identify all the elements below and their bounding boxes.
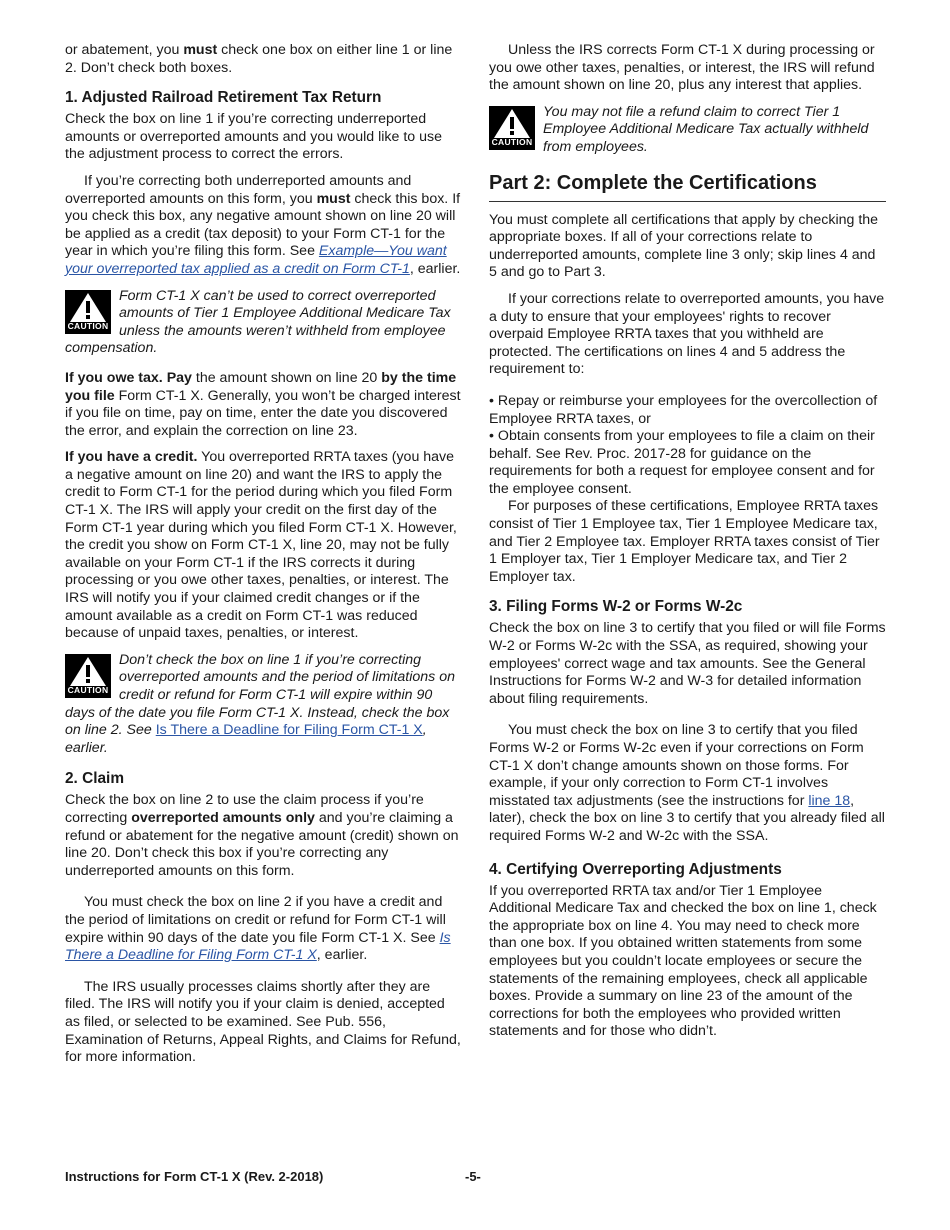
caution-label: CAUTION	[67, 684, 109, 695]
caution-label: CAUTION	[67, 320, 109, 331]
paragraph: or abatement, you must check one box on either line 1 or line 2. Don’t check both boxes.	[65, 42, 453, 76]
paragraph: If you’re correcting both underreported amounts and overreported amounts on this form, you must check this box. If you check this box, any negative amount shown on line 20 will be applied as a credit (tax deposit) to your Form CT-1 for the year in which you’re filing this form. See Example—You want your overreported tax applied as a credit on Form CT-1, earlier.	[65, 172, 461, 277]
paragraph: If you owe tax. Pay the amount shown on line 20 by the time you file Form CT-1 X. Generally, you won’t be charged interest if you file on time, pay on time, enter the date you discovered the error, and explain the correction on line 23.	[65, 369, 461, 439]
caution-note	[65, 288, 461, 358]
caution-note	[489, 104, 886, 157]
part-2-title: Part 2: Complete the Certifications	[489, 171, 886, 202]
footer-form-title: Instructions for Form CT-1 X (Rev. 2-2018)	[65, 1169, 324, 1184]
paragraph: If you overreported RRTA tax and/or Tier 1 Employee Additional Medicare Tax and checked the box on line 1, check the appropriate box on line 4. You may need to check more than one box. If you obtained written statements from some employees but you couldn’t locate employees or secure the statements of the remaining employees, check all applicable boxes. Provide a summary on line 23 of the amount of the corrections for both the employees who provided written statements and for those who didn’t.	[489, 882, 877, 1040]
paragraph: Check the box on line 1 if you’re correcting underreported amounts or overreported amounts and you would like to use the adjustment process to correct the errors.	[65, 111, 442, 163]
caution-text: Form CT-1 X can’t be used to correct overreported amounts of Tier 1 Employee Additional Medicare Tax unless the amounts weren’t withheld from employee compensation.	[65, 287, 451, 357]
bullet-item: • Obtain consents from your employees to file a claim on their behalf. See Rev. Proc. 2017-28 for guidance on the requirements for both a request for employee consent and for the employee consent.	[489, 428, 875, 497]
bullet-item: • Repay or reimburse your employees for the overcollection of Employee RRTA taxes, or	[489, 392, 878, 427]
example-link[interactable]: Example—You want your overreported tax applied as a credit on Form CT-1	[65, 243, 447, 277]
line-18-link[interactable]: line 18	[808, 792, 851, 809]
deadline-link[interactable]: Is There a Deadline for Filing Form CT-1 X	[65, 929, 451, 964]
paragraph: Check the box on line 3 to certify that you filed or will file Forms W-2 or Forms W-2c with the SSA, as required, showing your employees' correct wage and tax amounts. See the General Instructions for Forms W-2 and W-3 for detailed information about filing requirements.	[489, 620, 886, 707]
paragraph: If your corrections relate to overreported amounts, you have a duty to ensure that your employees' rights to recover overpaid Employee RRTA taxes that you withheld are protected. The certifications on lines 4 and 5 address the requirement to:	[489, 290, 885, 378]
deadline-link[interactable]: Is There a Deadline for Filing Form CT-1 X	[155, 722, 423, 739]
paragraph: You must check the box on line 3 to certify that you filed Forms W-2 or Forms W-2c even if your corrections on Form CT-1 X don’t change amounts shown on those forms. For example, if your only correction to Form CT-1 involves misstated tax adjustments (see the instructions for line 18, later), check the box on line 3 to certify that you already filed all required Forms W-2 and W-2c with the SSA.	[489, 722, 885, 844]
section-heading-claim: 2. Claim	[65, 770, 125, 788]
caution-note: CAUTION Don’t check the box on line 1 if you’re correcting overreported amounts and the period of limitations on credit or refund for Form CT-1 will expire within 90 days of the date you file Form CT-1 X. Instead, check the box on line 2. See Is There a Deadline for Filing Form CT-1 X, earlier.	[65, 651, 455, 756]
caution-icon	[65, 290, 111, 334]
paragraph: If you have a credit. You overreported RRTA taxes (you have a negative amount on line 20) and want the IRS to apply the credit to Form CT-1 for the period during which you filed Form CT-1 X. The IRS will apply your credit on the first day of the Form CT-1 year during which you filed Form CT-1 X. However, the credit you show on Form CT-1 X, line 20, may not be fully available on your Form CT-1 if the IRS corrects it during processing or you owe other taxes, penalties, or interest. The IRS will notify you if your claimed credit changes or if the amount available as a credit on Form CT-1 was reduced because of unpaid taxes, penalties, or interest.	[65, 449, 457, 642]
paragraph: For purposes of these certifications, Employee RRTA taxes consist of Tier 1 Employee tax, Tier 1 Employee Medicare tax, and Tier 2 Employee tax. Employer RRTA taxes consist of Tier 1 Employer tax, Tier 1 Employer Medicare tax, and Tier 2 Employer tax.	[489, 498, 880, 585]
paragraph: You must check the box on line 2 if you have a credit and the period of limitations on credit or refund for Form CT-1 will expire within 90 days of the date you file Form CT-1 X. See Is There a Deadline for Filing Form CT-1 X, earlier.	[65, 894, 451, 964]
caution-icon	[65, 654, 111, 698]
caution-icon	[489, 106, 535, 150]
left-column	[65, 42, 461, 1076]
caution-text: You may not file a refund claim to correct Tier 1 Employee Additional Medicare Tax actually withheld from employees.	[543, 103, 869, 155]
paragraph: The IRS usually processes claims shortly after they are filed. The IRS will notify you if your claim is denied, accepted as filed, or selected to be examined. See Pub. 556, Examination of Returns, Appeal Rights, and Claims for Refund, for more information.	[65, 978, 461, 1066]
section-heading-adjusted-return: 1. Adjusted Railroad Retirement Tax Return	[65, 89, 382, 107]
right-column	[489, 42, 886, 1050]
caution-label: CAUTION	[491, 136, 533, 147]
paragraph: You must complete all certifications that apply by checking the appropriate boxes. If all of your corrections relate to underreported amounts, complete line 3 only; skip lines 4 and 5 and go to Part 3.	[489, 211, 879, 281]
paragraph: Check the box on line 2 to use the claim process if you’re correcting overreported amounts only and you’re claiming a refund or abatement for the negative amount (credit) shown on line 20. Don’t check this box if you’re correcting any underreported amounts on this form.	[65, 792, 459, 879]
page-number: -5-	[465, 1169, 481, 1184]
section-heading-overreporting: 4. Certifying Overreporting Adjustments	[489, 860, 782, 878]
section-heading-w2: 3. Filing Forms W-2 or Forms W-2c	[489, 598, 743, 616]
paragraph: Unless the IRS corrects Form CT-1 X during processing or you owe other taxes, penalties, or interest, the IRS will refund the amount shown on line 20, plus any interest that applies.	[489, 42, 875, 94]
